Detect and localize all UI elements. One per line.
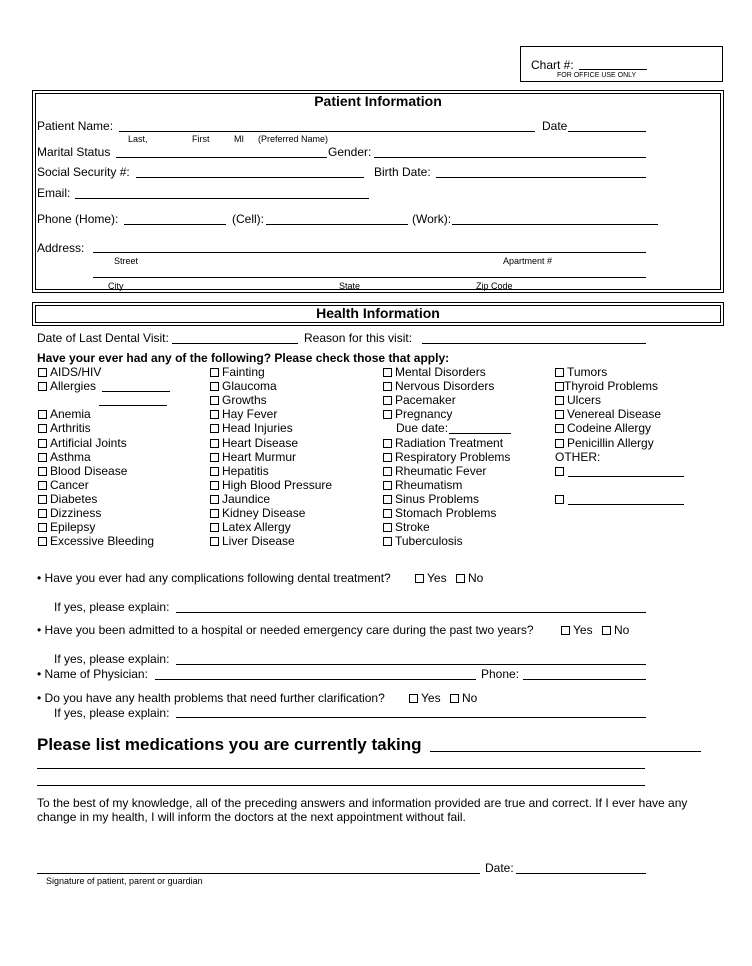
cell-label: (Cell): — [232, 212, 264, 226]
condition-item[interactable]: Fainting — [210, 365, 265, 379]
signature-field[interactable] — [37, 873, 480, 874]
checkbox[interactable] — [210, 368, 219, 377]
condition-item[interactable]: Diabetes — [38, 492, 97, 506]
signature-label: Signature of patient, parent or guardian — [46, 876, 203, 886]
condition-item[interactable]: Allergies — [38, 379, 96, 393]
checkbox[interactable] — [456, 574, 465, 583]
checkbox[interactable] — [38, 439, 47, 448]
checkbox[interactable] — [555, 382, 564, 391]
checkbox[interactable] — [555, 424, 564, 433]
condition-item[interactable]: Pacemaker — [383, 393, 456, 407]
checkbox[interactable] — [210, 523, 219, 532]
condition-item[interactable]: Nervous Disorders — [383, 379, 494, 393]
condition-item[interactable]: Tumors — [555, 365, 607, 379]
checkbox[interactable] — [210, 467, 219, 476]
checkbox[interactable] — [383, 439, 392, 448]
allergies-field-2[interactable] — [99, 405, 167, 406]
patient-name-field[interactable] — [119, 131, 535, 132]
phone-home-label: Phone (Home): — [37, 212, 119, 226]
patient-name-label: Patient Name: — [37, 119, 114, 133]
checkbox[interactable] — [409, 694, 418, 703]
other-field-1[interactable] — [568, 476, 684, 477]
email-label: Email: — [37, 186, 71, 200]
city-state-zip-field[interactable] — [93, 277, 646, 278]
checkbox[interactable] — [383, 396, 392, 405]
checkbox[interactable] — [210, 410, 219, 419]
marital-field[interactable] — [116, 157, 327, 158]
checkbox[interactable] — [383, 537, 392, 546]
checkbox[interactable] — [383, 453, 392, 462]
checkbox[interactable] — [555, 467, 564, 476]
condition-item[interactable]: Tuberculosis — [383, 534, 463, 548]
other-label: OTHER: — [555, 450, 601, 464]
reason-label: Reason for this visit: — [304, 331, 413, 345]
due-date-label: Due date: — [396, 421, 449, 435]
condition-item[interactable]: Liver Disease — [210, 534, 295, 548]
condition-item[interactable]: Jaundice — [210, 492, 270, 506]
checkbox[interactable] — [383, 410, 392, 419]
condition-item[interactable]: Hay Fever — [210, 407, 277, 421]
checkbox[interactable] — [555, 495, 564, 504]
q3-yes[interactable]: Yes — [409, 691, 441, 705]
medications-title: Please list medications you are currently taking — [37, 735, 422, 754]
other-item-1[interactable] — [555, 464, 567, 478]
sub-last: Last, — [128, 134, 148, 144]
ssn-field[interactable] — [136, 177, 364, 178]
condition-item[interactable]: Hepatitis — [210, 464, 269, 478]
physician-phone-label: Phone: — [481, 667, 520, 681]
street-label: Street — [114, 256, 139, 266]
condition-item[interactable]: Rheumatism — [383, 478, 462, 492]
checkbox[interactable] — [210, 481, 219, 490]
condition-item[interactable]: Arthritis — [38, 421, 91, 435]
checkbox[interactable] — [383, 368, 392, 377]
condition-item[interactable]: Mental Disorders — [383, 365, 486, 379]
checkbox[interactable] — [38, 481, 47, 490]
chart-label: Chart #: — [531, 58, 574, 72]
checkbox[interactable] — [450, 694, 459, 703]
chart-number-field[interactable] — [579, 69, 647, 70]
condition-item[interactable]: Epilepsy — [38, 520, 95, 534]
consent-text-1: To the best of my knowledge, all of the preceding answers and information provided are true and correct. If I ever have any — [37, 796, 688, 810]
explain-field-1[interactable] — [176, 612, 646, 613]
patient-info-title: Patient Information — [314, 93, 442, 109]
birth-field[interactable] — [436, 177, 646, 178]
office-use-label: FOR OFFICE USE ONLY — [557, 72, 637, 79]
physician-field[interactable] — [155, 679, 476, 680]
date-label: Date — [542, 119, 568, 133]
health-info-title: Health Information — [316, 305, 440, 321]
checkbox[interactable] — [383, 523, 392, 532]
work-label: (Work): — [412, 212, 452, 226]
condition-item[interactable]: Radiation Treatment — [383, 436, 503, 450]
condition-item[interactable]: Penicillin Allergy — [555, 436, 654, 450]
explain-label-1: If yes, please explain: — [54, 600, 170, 614]
explain-label-3: If yes, please explain: — [54, 706, 170, 720]
checkbox[interactable] — [38, 537, 47, 546]
checkbox[interactable] — [561, 626, 570, 635]
condition-item[interactable]: Kidney Disease — [210, 506, 305, 520]
condition-item[interactable]: Blood Disease — [38, 464, 127, 478]
other-item-2[interactable] — [555, 492, 567, 506]
checkbox[interactable] — [38, 424, 47, 433]
checkbox[interactable] — [210, 396, 219, 405]
signature-date-label: Date: — [485, 861, 514, 875]
conditions-question: Have your ever had any of the following? Please check those that apply: — [37, 351, 450, 365]
due-date-field[interactable] — [449, 433, 511, 434]
checkbox[interactable] — [555, 410, 564, 419]
explain-label-2: If yes, please explain: — [54, 652, 170, 666]
physician-label: • Name of Physician: — [37, 667, 148, 681]
email-field[interactable] — [75, 198, 369, 199]
checkbox[interactable] — [210, 439, 219, 448]
checkbox[interactable] — [383, 467, 392, 476]
medications-field-2[interactable] — [37, 768, 645, 769]
checkbox[interactable] — [38, 523, 47, 532]
condition-item[interactable]: Stroke — [383, 520, 430, 534]
condition-item[interactable]: Respiratory Problems — [383, 450, 510, 464]
checkbox[interactable] — [38, 495, 47, 504]
apartment-label: Apartment # — [503, 256, 553, 266]
last-visit-label: Date of Last Dental Visit: — [37, 331, 169, 345]
q2-no[interactable]: No — [602, 623, 629, 637]
q3-no[interactable]: No — [450, 691, 477, 705]
sub-first: First — [192, 134, 210, 144]
checkbox[interactable] — [555, 439, 564, 448]
checkbox[interactable] — [415, 574, 424, 583]
checkbox[interactable] — [555, 368, 564, 377]
condition-item[interactable]: Stomach Problems — [383, 506, 496, 520]
condition-item[interactable]: Head Injuries — [210, 421, 293, 435]
work-field[interactable] — [452, 224, 658, 225]
checkbox[interactable] — [555, 396, 564, 405]
checkbox[interactable] — [38, 368, 47, 377]
condition-item[interactable]: Pregnancy — [383, 407, 452, 421]
checkbox[interactable] — [210, 453, 219, 462]
condition-item[interactable]: AIDS/HIV — [38, 365, 101, 379]
sub-mi: MI — [234, 134, 244, 144]
condition-item[interactable]: Cancer — [38, 478, 89, 492]
explain-field-2[interactable] — [176, 664, 646, 665]
allergies-field[interactable] — [102, 391, 170, 392]
address-label: Address: — [37, 241, 85, 255]
checkbox[interactable] — [383, 382, 392, 391]
checkbox[interactable] — [602, 626, 611, 635]
medications-field-1[interactable] — [430, 751, 701, 752]
consent-text-2: change in my health, I will inform the doctors at the next appointment without fail. — [37, 810, 466, 824]
city-label: City — [108, 281, 124, 291]
checkbox[interactable] — [210, 495, 219, 504]
condition-item[interactable]: Codeine Allergy — [555, 421, 651, 435]
reason-field[interactable] — [422, 343, 646, 344]
checkbox[interactable] — [383, 509, 392, 518]
last-visit-field[interactable] — [172, 343, 298, 344]
condition-item[interactable]: Dizziness — [38, 506, 101, 520]
checkbox[interactable] — [383, 481, 392, 490]
condition-item[interactable]: Excessive Bleeding — [38, 534, 154, 548]
state-label: State — [339, 281, 361, 291]
cell-field[interactable] — [266, 224, 408, 225]
condition-item[interactable]: Anemia — [38, 407, 91, 421]
gender-label: Gender: — [328, 145, 372, 159]
condition-item[interactable]: Venereal Disease — [555, 407, 661, 421]
physician-phone-field[interactable] — [523, 679, 646, 680]
condition-item[interactable]: Artificial Joints — [38, 436, 127, 450]
signature-date-field[interactable] — [516, 873, 646, 874]
phone-home-field[interactable] — [124, 224, 226, 225]
condition-item[interactable]: Glaucoma — [210, 379, 277, 393]
explain-field-3[interactable] — [176, 717, 646, 718]
checkbox[interactable] — [210, 424, 219, 433]
checkbox[interactable] — [210, 509, 219, 518]
marital-label: Marital Status — [37, 145, 111, 159]
condition-item[interactable]: Thyroid Problems — [555, 379, 658, 393]
condition-item[interactable]: Rheumatic Fever — [383, 464, 486, 478]
zip-label: Zip Code — [476, 281, 513, 291]
q1-no[interactable]: No — [456, 571, 483, 585]
birth-label: Birth Date: — [374, 165, 431, 179]
checkbox[interactable] — [210, 537, 219, 546]
question-hospital: • Have you been admitted to a hospital or needed emergency care during the past two years? — [37, 623, 534, 637]
checkbox[interactable] — [38, 467, 47, 476]
sub-preferred: (Preferred Name) — [258, 134, 329, 144]
checkbox[interactable] — [38, 453, 47, 462]
condition-item[interactable]: Growths — [210, 393, 267, 407]
condition-item[interactable]: Sinus Problems — [383, 492, 479, 506]
checkbox[interactable] — [38, 410, 47, 419]
checkbox[interactable] — [38, 382, 47, 391]
checkbox[interactable] — [38, 509, 47, 518]
medications-field-3[interactable] — [37, 785, 645, 786]
condition-item[interactable]: Asthma — [38, 450, 91, 464]
q2-yes[interactable]: Yes — [561, 623, 593, 637]
condition-item[interactable]: Heart Murmur — [210, 450, 296, 464]
other-field-2[interactable] — [568, 504, 684, 505]
gender-field[interactable] — [374, 157, 646, 158]
checkbox[interactable] — [383, 495, 392, 504]
date-field[interactable] — [568, 131, 646, 132]
q1-yes[interactable]: Yes — [415, 571, 447, 585]
condition-item[interactable]: Latex Allergy — [210, 520, 291, 534]
ssn-label: Social Security #: — [37, 165, 130, 179]
question-complications: • Have you ever had any complications following dental treatment? — [37, 571, 391, 585]
question-clarification: • Do you have any health problems that need further clarification? — [37, 691, 385, 705]
condition-item[interactable]: Heart Disease — [210, 436, 298, 450]
condition-item[interactable]: Ulcers — [555, 393, 601, 407]
street-field[interactable] — [93, 252, 646, 253]
condition-item[interactable]: High Blood Pressure — [210, 478, 332, 492]
checkbox[interactable] — [210, 382, 219, 391]
